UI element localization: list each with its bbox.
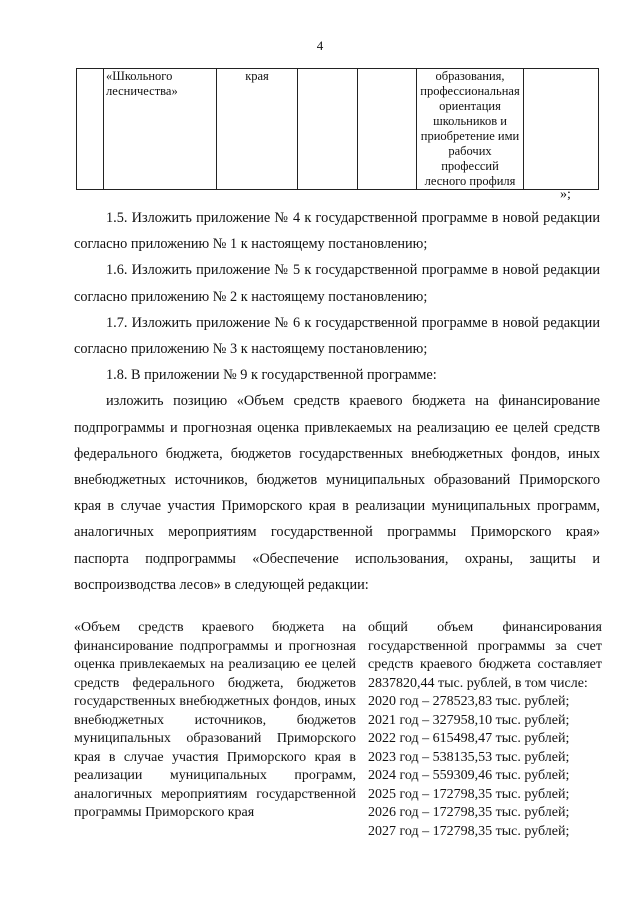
table-fragment: [76, 68, 599, 190]
year-line-2026: 2026 год – 172798,35 тыс. рублей;: [368, 805, 570, 820]
position-right-intro: общий объем финансирования государственной программы за счет средств краевого бюджета составляет 2837820,44 тыс. рублей, в том числе:: [368, 620, 602, 691]
table-cell-executor: края: [217, 69, 298, 190]
closing-quote: »;: [560, 187, 571, 202]
year-line-2020: 2020 год – 278523,83 тыс. рублей;: [368, 694, 570, 709]
year-line-2023: 2023 год – 538135,53 тыс. рублей;: [368, 749, 570, 765]
table-cell-number: [77, 69, 104, 190]
year-line-2022: 2022 год – 615498,47 тыс. рублей;: [368, 731, 570, 746]
paragraph-1-8: 1.8. В приложении № 9 к государственной программе:: [106, 367, 437, 384]
table-cell-end: [358, 69, 417, 190]
year-line-2025: 2025 год – 172798,35 тыс. рублей;: [368, 786, 570, 802]
table-row: [77, 69, 599, 190]
year-line-2024: 2024 год – 559309,46 тыс. рублей;: [368, 768, 570, 783]
paragraph-position-intro: изложить позицию «Объем средств краевого бюджета на финансирование подпрограммы и прогнозная оценка привлекаемых на реализацию ее целей средств федерального бюджета, бюджетов государственных внебюджетных фондов, иных внебюджетных источников, бюджетов муниципальных образований Приморского края в случае участия Приморского края в реализации муниципальных программ, аналогичных мероприятиям государственной программы Приморского края» паспорта подпрограммы «Обеспечение использования, охраны, защиты и воспроизводства лесов» в следующей редакции:: [74, 393, 600, 593]
table-cell-extra: [524, 69, 599, 190]
year-line-2021: 2021 год – 327958,10 тыс. рублей;: [368, 712, 570, 728]
paragraph-1-7: 1.7. Изложить приложение № 6 к государственной программе в новой редакции согласно приложению № 3 к настоящему постановлению;: [74, 314, 600, 358]
paragraph-1-5: 1.5. Изложить приложение № 4 к государственной программе в новой редакции согласно приложению № 1 к настоящему постановлению;: [74, 210, 600, 253]
table-cell-start: [298, 69, 358, 190]
body-text: [74, 205, 600, 598]
year-line-2027: 2027 год – 172798,35 тыс. рублей;: [368, 823, 570, 839]
position-right-column: [368, 619, 602, 841]
paragraph-1-6: 1.6. Изложить приложение № 5 к государственной программе в новой редакции согласно приложению № 2 к настоящему постановлению;: [74, 262, 600, 305]
table-cell-name: «Школьного лесничества»: [104, 69, 217, 190]
page-number: 4: [316, 38, 324, 53]
position-left-text: «Объем средств краевого бюджета на финансирование подпрограммы и прогнозная оценка привлекаемых на реализацию ее целей средств федерального бюджета, бюджетов государственных внебюджетных фондов, иных внебюджетных источников, бюджетов муниципальных образований Приморского края в случае участия Приморского края в реализации муниципальных программ, аналогичных мероприятиям государственной программы Приморского края: [74, 620, 356, 820]
table-cell-result: образования, профессиональная ориентация школьников и приобретение ими рабочих профессий лесного профиля: [417, 69, 524, 190]
